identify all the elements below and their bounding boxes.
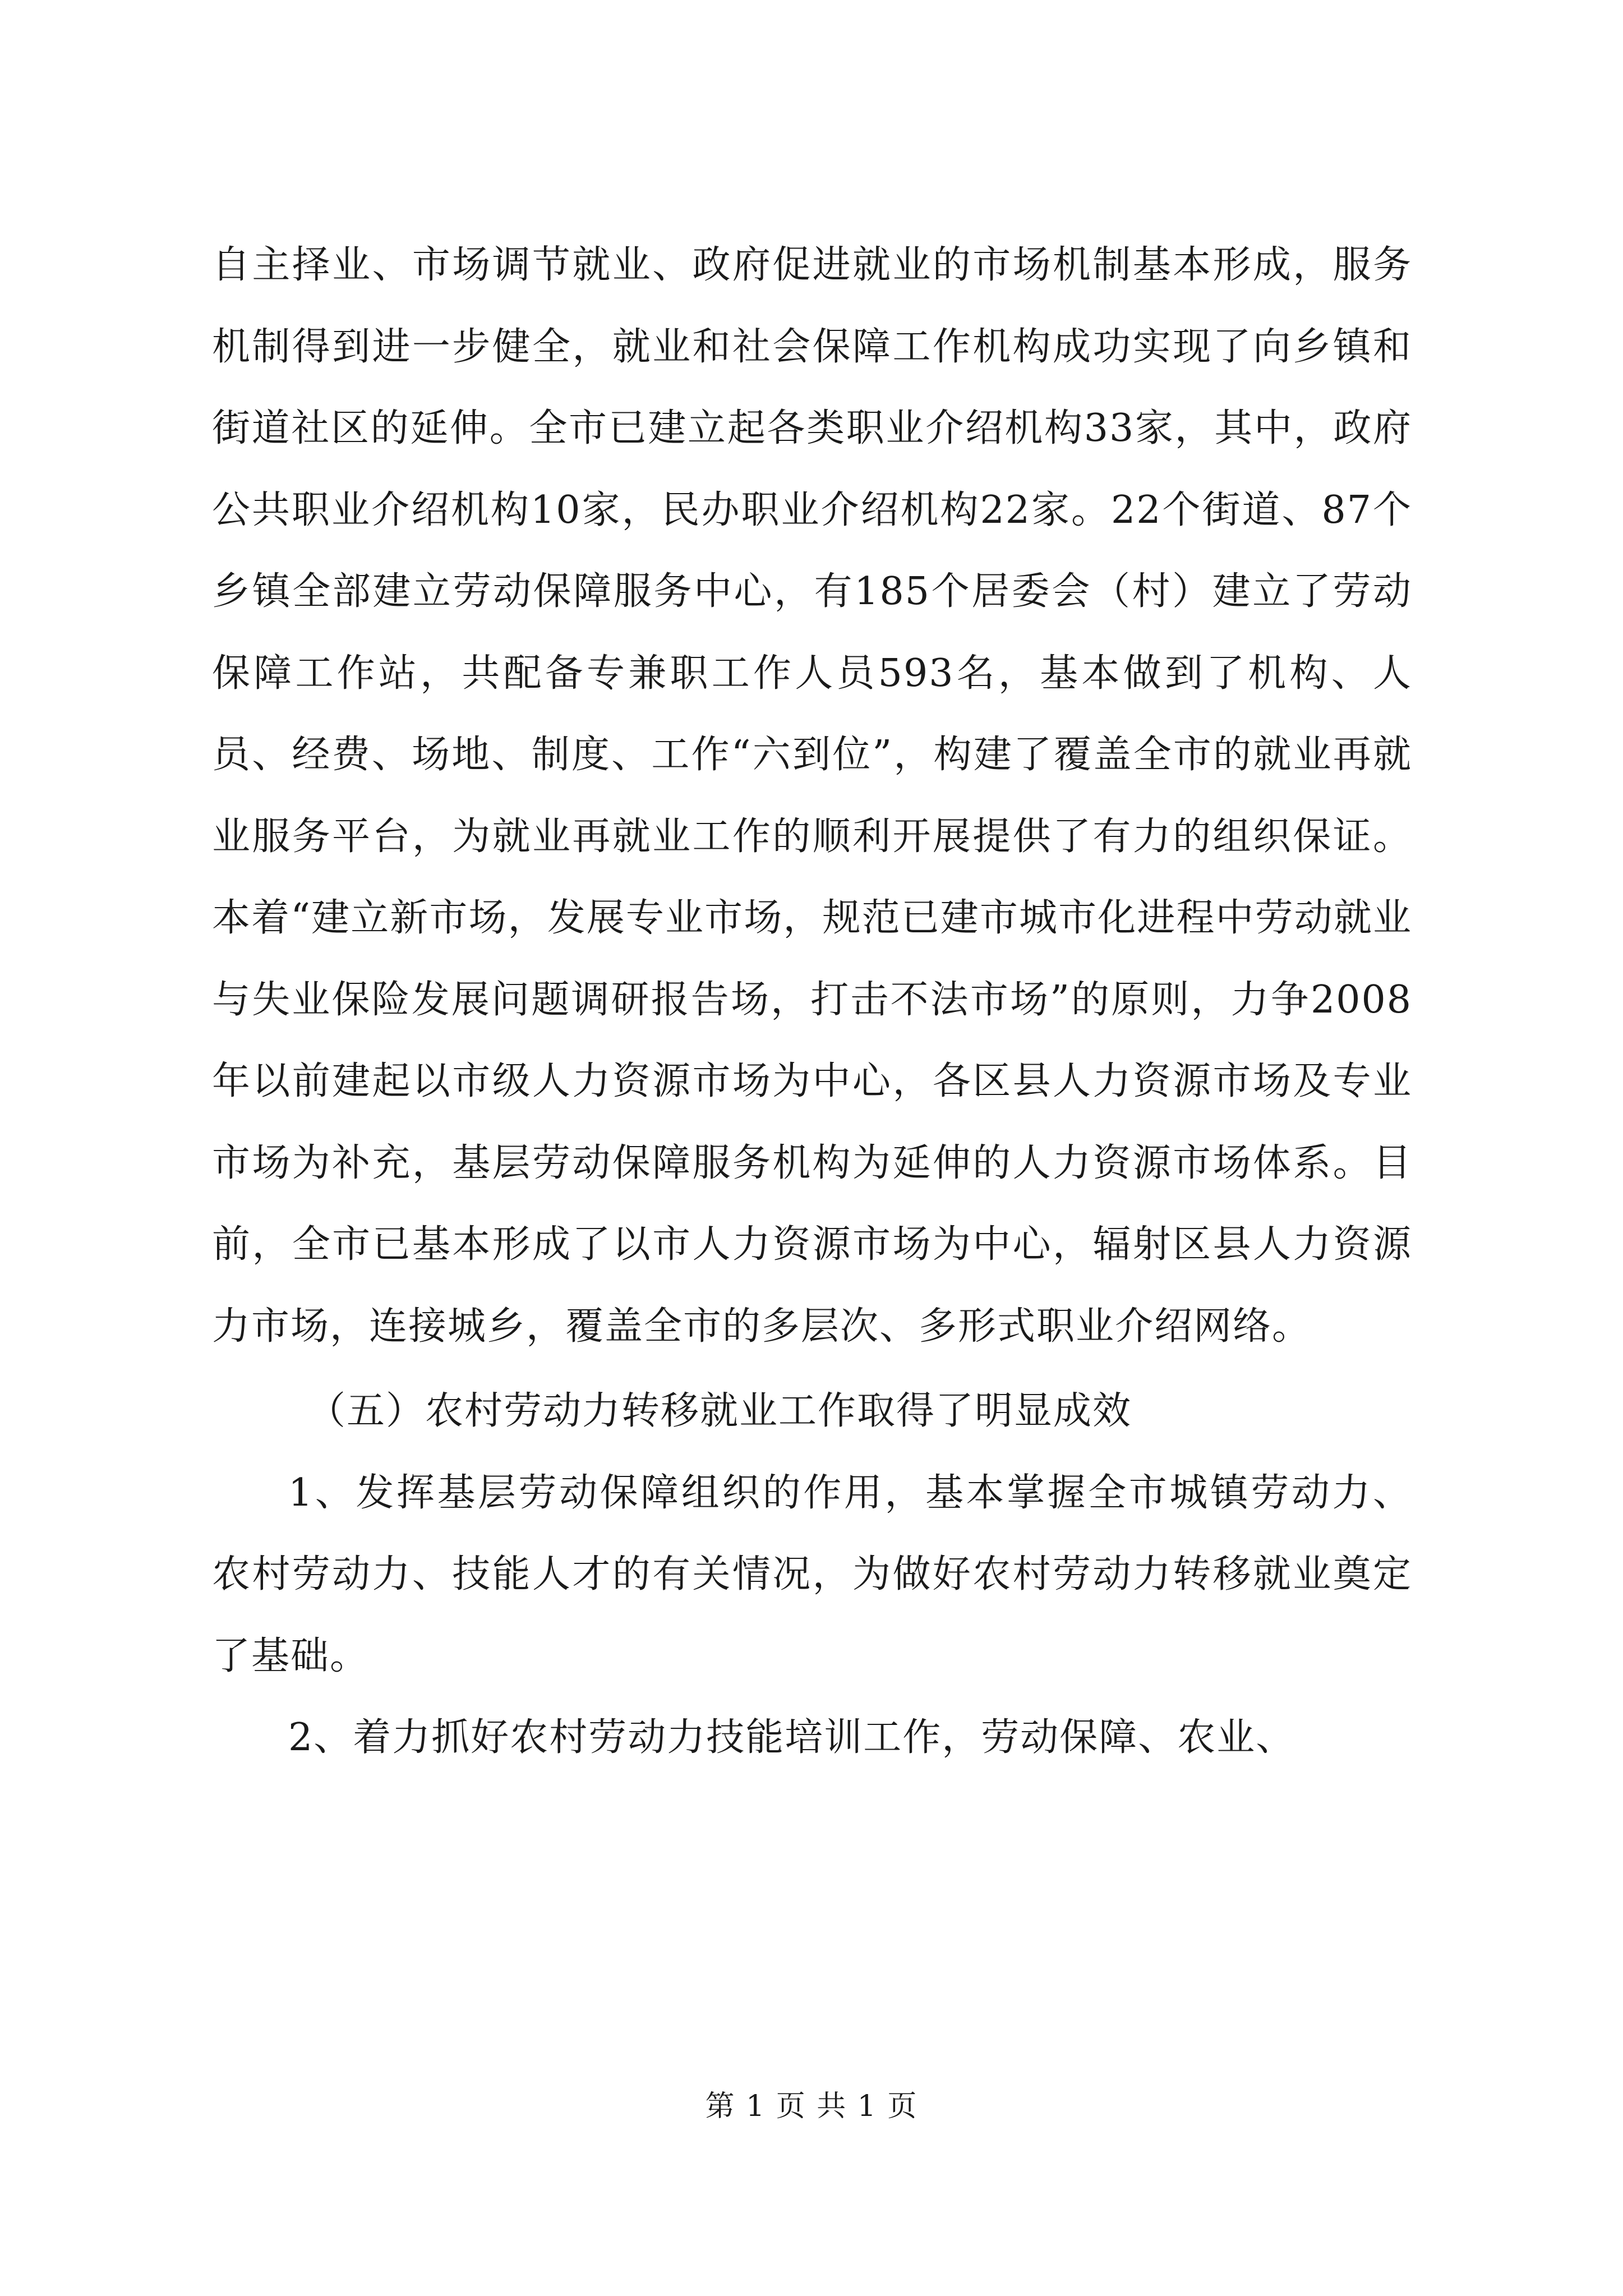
paragraph-item-1: 1、发挥基层劳动保障组织的作用，基本掌握全市城镇劳动力、农村劳动力、技能人才的有关情况，为做好农村劳动力转移就业奠定了基础。: [212, 1470, 1412, 1678]
section-heading: （五）农村劳动力转移就业工作取得了明显成效: [307, 1389, 1132, 1433]
paragraph-item-2: 2、着力抓好农村劳动力技能培训工作，劳动保障、农业、: [288, 1715, 1295, 1760]
document-body: [212, 224, 1412, 1779]
page-footer: 第 1 页 共 1 页: [705, 2090, 918, 2123]
paragraph-continuation: 自主择业、市场调节就业、政府促进就业的市场机制基本形成，服务机制得到进一步健全，就业和社会保障工作机构成功实现了向乡镇和街道社区的延伸。全市已建立起各类职业介绍机构33家，其中，政府公共职业介绍机构10家，民办职业介绍机构22家。22个街道、87个乡镇全部建立劳动保障服务中心，有185个居委会（村）建立了劳动保障工作站，共配备专兼职工作人员593名，基本做到了机构、人员、经费、场地、制度、工作“六到位”，构建了覆盖全市的就业再就业服务平台，为就业再就业工作的顺利开展提供了有力的组织保证。本着“建立新市场，发展专业市场，规范已建市城市化进程中劳动就业与失业保险发展问题调研报告场，打击不法市场”的原则，力争2008年以前建起以市级人力资源市场为中心，各区县人力资源市场及专业市场为补充，基层劳动保障服务机构为延伸的人力资源市场体系。目前，全市已基本形成了以市人力资源市场为中心，辐射区县人力资源力市场，连接城乡，覆盖全市的多层次、多形式职业介绍网络。: [212, 243, 1412, 1349]
